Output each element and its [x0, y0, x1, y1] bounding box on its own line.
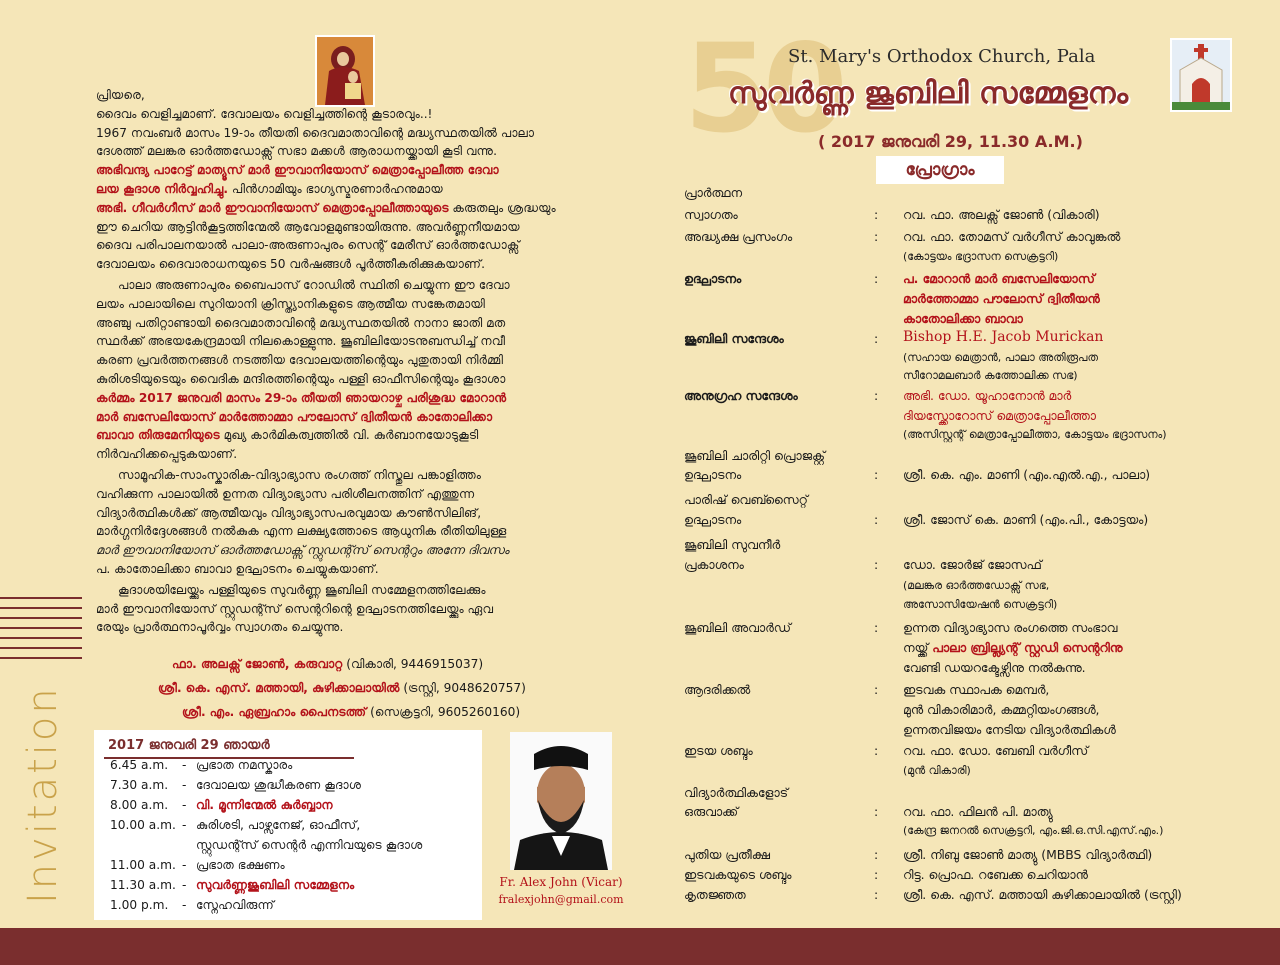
vicar-email[interactable]: fralexjohn@gmail.com — [498, 893, 624, 906]
program-item-value: ഉന്നത വിദ്യാഭ്യാസ രംഗത്തെ സംഭാവ — [903, 620, 1118, 635]
letter-line: കൂദാശയിലേയ്ക്കും പള്ളിയുടെ സുവർണ്ണ ജൂബിലി സമ്മേളനത്തിലേക്കും — [118, 582, 486, 597]
program-item-value: റവ. ഫാ. തോമസ് വർഗീസ് കാവുങ്കൽ — [903, 229, 1121, 244]
program-item-value: ശ്രീ. നിബു ജോൺ മാത്യു (MBBS വിദ്യാർത്ഥി) — [903, 847, 1153, 862]
schedule-event: സ്റ്റുഡന്റ്സ് സെന്റർ എന്നിവയുടെ കൂദാശ — [196, 838, 423, 852]
salutation: പ്രിയരെ, — [96, 88, 145, 102]
program-item-value: റവ. ഫാ. ഫിലൻ പി. മാത്യു — [903, 804, 1053, 819]
schedule-time: 1.00 p.m. — [110, 898, 169, 912]
program-item-value: നയ്ക്ക് പാലാ ബ്രില്ല്യന്റ് സ്റ്റഡി സെന്ററിനു — [903, 640, 1123, 655]
colon: : — [874, 557, 879, 572]
tagline: ദൈവം വെളിച്ചമാണ്. ദേവാലയം വെളിച്ചത്തിന്റെ കൂടാരവും..! — [96, 106, 433, 121]
colon: : — [874, 804, 879, 819]
colon: : — [874, 229, 879, 244]
letter-line: പാലാ അരുണാപുരം ബൈപാസ് റോഡിൽ സ്ഥിതി ചെയ്യുന്ന ഈ ദേവാ — [118, 277, 510, 292]
schedule-time: 6.45 a.m. — [110, 758, 169, 772]
letter-highlight: മാർ ബസേലിയോസ് മാർത്തോമ്മാ പൗലോസ് ദ്വിതീയൻ കാതോലിക്കാ — [96, 409, 493, 424]
schedule-row — [110, 878, 354, 893]
program-item-value: റവ. ഫാ. അലക്സ് ജോൺ (വികാരി) — [903, 207, 1100, 222]
letter-line: ദൈവ പരിപാലനയാൽ പാലാ-അരുണാപുരം സെന്റ് മേരീസ് ഓർത്തഡോക്സ് — [96, 238, 520, 253]
letter-text: മുഖ്യ കാർമികത്വത്തിൽ വി. കുർബാനയോടുകൂടി — [223, 428, 479, 443]
letter-highlight: ബാവാ തിരുമേനിയുടെ — [96, 428, 220, 443]
letter-line: നിർവഹിക്കപ്പെടുകയാണ്. — [96, 447, 238, 462]
colon: : — [874, 467, 879, 482]
jubilee-title: സുവർണ്ണ ജൂബിലി സമ്മേളനം — [728, 76, 1129, 111]
colon: : — [874, 207, 879, 222]
letter-line: സ്ഥർക്ക് അഭയകേന്ദ്രമായി നിലകൊള്ളുന്നു. ജൂബിലിയോടനുബന്ധിച്ച് നവീ — [96, 334, 506, 349]
program-item-value: ഇടവക സ്ഥാപക മെമ്പർ, — [903, 682, 1050, 697]
program-item-label: വിദ്യാർത്ഥികളോട് — [684, 785, 789, 800]
colon: : — [874, 887, 879, 902]
program-item-label: ജൂബിലി സുവനീർ — [684, 537, 781, 552]
schedule-time: 11.00 a.m. — [110, 858, 176, 872]
schedule-event: പ്രഭാത നമസ്കാരം — [196, 758, 293, 772]
program-item-value: മുൻ വികാരിമാർ, കമ്മറ്റിയംഗങ്ങൾ, — [903, 702, 1100, 717]
schedule-event: ദേവാലയ ശുദ്ധീകരണ കൂദാശ — [196, 778, 362, 792]
program-item-note: സീറോമലബാർ കത്തോലിക്ക സഭ) — [903, 369, 1078, 382]
letter-line: മാർ ഈവാനിയോസ് സ്റ്റുഡന്റ്സ് സെന്ററിന്റെ ഉദ്ഘാടനത്തിലേയ്ക്കും ഏവ — [96, 601, 494, 616]
schedule-event: സുവർണ്ണജൂബിലി സമ്മേളനം — [196, 878, 355, 892]
schedule-row — [110, 818, 360, 833]
program-item-value: അഭി. ഡോ. യൂഹാനോൻ മാർ — [903, 388, 1072, 403]
schedule-time: 11.30 a.m. — [110, 878, 176, 892]
program-item-value: മാർത്തോമ്മാ പൗലോസ് ദ്വിതീയൻ — [903, 291, 1100, 306]
letter-highlight: ലയ കൂദാശ നിർവ്വഹിച്ചു. — [96, 181, 229, 196]
program-item-label: ഉദ്ഘാടനം — [684, 512, 742, 527]
letter-line: രേയും പ്രാർത്ഥനാപൂർവ്വം സ്വാഗതം ചെയ്യുന്നു. — [96, 620, 344, 635]
schedule-dash: - — [182, 858, 187, 872]
church-icon — [1170, 38, 1232, 112]
program-item-label: ആദരിക്കൽ — [684, 682, 751, 697]
schedule-row — [110, 758, 292, 773]
signatory-vicar: ഫാ. അലക്സ് ജോൺ, കരുവാറ്റ (വികാരി, 9446915037) — [172, 657, 484, 671]
program-item-value: റവ. ഫാ. ഡോ. ബേബി വർഗീസ് — [903, 743, 1089, 758]
invitation-letter — [96, 86, 600, 637]
program-item-label: ജൂബിലി അവാർഡ് — [684, 620, 791, 635]
program-item-value: ശ്രീ. കെ. എം. മാണി (എം.എൽ.എ., പാലാ) — [903, 467, 1151, 482]
schedule-dash: - — [182, 818, 187, 832]
letter-line: പ. കാതോലിക്കാ ബാവാ ഉദ്ഘാടനം ചെയ്യുകയാണ്. — [96, 561, 379, 576]
program-item-label: ഒരുവാക്ക് — [684, 804, 739, 819]
signatory-secretary: ശ്രീ. എം. ഏബ്രഹാം പൈനടത്ത് (സെക്രട്ടറി, 9605260160) — [182, 705, 521, 719]
program-item-note: (അസിസ്റ്റന്റ് മെത്രാപ്പോലീത്താ, കോട്ടയം ഭദ്രാസനം) — [903, 428, 1167, 441]
schedule-row — [110, 838, 422, 853]
letter-line: സാമൂഹിക-സാംസ്കാരിക-വിദ്യാഭ്യാസ രംഗത്ത് നിസ്തുല പങ്കാളിത്തം — [118, 467, 482, 482]
program-item-label: ഉദ്ഘാടനം — [684, 467, 742, 482]
program-item-label: ഉദ്ഘാടനം — [684, 271, 742, 286]
program-item-note: അസോസിയേഷൻ സെക്രട്ടറി) — [903, 598, 1058, 611]
letter-line: മാർ ഈവാനിയോസ് ഓർത്തഡോക്സ് സ്റ്റുഡന്റ്സ് സെന്ററും അന്നേ ദിവസം — [96, 543, 510, 558]
program-item-label: ജൂബിലി ചാരിറ്റി പ്രൊജക്റ്റ് — [684, 448, 825, 463]
program-item-value: ഡോ. ജോർജ് ജോസഫ് — [903, 557, 1042, 572]
program-item-value: ഉന്നതവിജയം നേടിയ വിദ്യാർത്ഥികൾ — [903, 722, 1116, 737]
program-item-note: (കോട്ടയം ഭദ്രാസന സെക്രട്ടറി) — [903, 250, 1059, 263]
letter-highlight: അഭിവന്ദ്യ പാറേട്ട് മാത്യൂസ് മാർ ഈവാനിയോസ് മെത്രാപ്പോലീത്ത ദേവാ — [96, 163, 499, 178]
program-item-label: അദ്ധ്യക്ഷ പ്രസംഗം — [684, 229, 793, 244]
program-item-label: അനുഗ്രഹ സന്ദേശം — [684, 388, 798, 403]
schedule-event: സ്നേഹവിരുന്ന് — [196, 898, 274, 912]
colon: : — [874, 847, 879, 862]
jubilee-50-numeral: 50 — [684, 18, 842, 160]
schedule-dash: - — [182, 758, 187, 772]
colon: : — [874, 620, 879, 635]
schedule-dash: - — [182, 898, 187, 912]
program-item-label: ജൂബിലി സന്ദേശം — [684, 331, 784, 346]
letter-line: മാർഗ്ഗനിർദ്ദേശങ്ങൾ നൽകുക എന്ന ലക്ഷ്യത്തോടെ ആധുനിക രീതിയിലുള്ള — [96, 524, 507, 539]
schedule-heading: 2017 ജനുവരി 29 ഞായർ — [108, 738, 270, 753]
schedule-event: പ്രഭാത ഭക്ഷണം — [196, 858, 285, 872]
schedule-time: 8.00 a.m. — [110, 798, 169, 812]
program-item-label: പുതിയ പ്രതീക്ഷ — [684, 847, 770, 862]
colon: : — [874, 388, 879, 403]
letter-line: ദേവാലയം ദൈവാരാധനയുടെ 50 വർഷങ്ങൾ പൂർത്തീകരിക്കുകയാണ്. — [96, 257, 485, 272]
program-item-label: പാരിഷ് വെബ്സൈറ്റ് — [684, 492, 808, 507]
program-item-value: ശ്രീ. കെ. എസ്. മത്തായി കുഴിക്കാലായിൽ (ട്രസ്റ്റി) — [903, 887, 1182, 902]
signatory-trustee: ശ്രീ. കെ. എസ്. മത്തായി, കുഴിക്കാലായിൽ (ട്രസ്റ്റി, 9048620757) — [158, 681, 526, 695]
letter-line: കുരിശടിയുടെയും വൈദിക മന്ദിരത്തിന്റെയും പള്ളി ഓഫീസിന്റെയും കൂദാശാ — [96, 371, 506, 386]
letter-line: കരണ പ്രവർത്തനങ്ങൾ നടത്തിയ ദേവാലയത്തിന്റെയും പുതുതായി നിർമ്മി — [96, 353, 504, 368]
letter-line: വഹിക്കുന്ന പാലായിൽ ഉന്നത വിദ്യാഭ്യാസ പരിശീലനത്തിന് എത്തുന്ന — [96, 486, 475, 501]
schedule-row — [110, 778, 361, 793]
schedule-time: 7.30 a.m. — [110, 778, 169, 792]
colon: : — [874, 867, 879, 882]
colon: : — [874, 331, 879, 346]
program-heading: പ്രോഗ്രാം — [876, 156, 1004, 184]
schedule-event: വി. മൂന്നിന്മേൽ കുർബ്ബാന — [196, 798, 333, 812]
event-date: ( 2017 ജനുവരി 29, 11.30 A.M.) — [818, 132, 1083, 151]
decorative-stripes — [0, 597, 82, 667]
colon: : — [874, 743, 879, 758]
letter-line: 1967 നവംബർ മാസം 19-ാം തീയതി ദൈവമാതാവിന്റെ മദ്ധ്യസ്ഥതയിൽ പാലാ — [96, 125, 535, 140]
colon: : — [874, 512, 879, 527]
program-item-value: ശ്രീ. ജോസ് കെ. മാണി (എം.പി., കോട്ടയം) — [903, 512, 1149, 527]
schedule-event: കുരിശടി, പാഴ്സനേജ്, ഓഫീസ്, — [196, 818, 361, 832]
letter-highlight: അഭി. ഗീവർഗീസ് മാർ ഈവാനിയോസ് മെത്രാപ്പോലീത്തായുടെ — [96, 200, 449, 215]
church-name: St. Mary's Orthodox Church, Pala — [788, 46, 1096, 67]
invitation-vertical-label: Invitation — [20, 685, 66, 905]
program-item-value: റിട്ട. പ്രൊഫ. റബേക്ക ചെറിയാൻ — [903, 867, 1088, 882]
letter-line: ലയം പാലായിലെ സുറിയാനി ക്രിസ്ത്യാനികളുടെ ആത്മീയ സങ്കേതമായി — [96, 296, 485, 311]
letter-highlight: കർമ്മം 2017 ജനുവരി മാസം 29-ാം തീയതി ഞായറാഴ്ച പരിശുദ്ധ മോറാൻ — [96, 390, 507, 405]
schedule-row — [110, 858, 285, 873]
bottom-band — [0, 928, 1280, 965]
program-item-value: പ. മോറാൻ മാർ ബസേലിയോസ് — [903, 271, 1095, 286]
program-item-label: സ്വാഗതം — [684, 207, 738, 222]
colon: : — [874, 271, 879, 286]
program-item-label: ഇടയ ശബ്ദം — [684, 743, 753, 758]
letter-text: കരുതലും ശ്രദ്ധയും — [452, 200, 556, 215]
schedule-dash: - — [182, 798, 187, 812]
program-item-label: പ്രകാശനം — [684, 557, 744, 572]
program-item-value: കാതോലിക്കാ ബാവാ — [903, 311, 1023, 326]
program-item-note: (കേന്ദ്ര ജനറൽ സെക്രട്ടറി, എം.ജി.ഒ.സി.എസ്.എം.) — [903, 824, 1164, 837]
schedule-row — [110, 798, 333, 813]
program-item-note: (സഹായ മെത്രാൻ, പാലാ അതിരൂപത — [903, 351, 1098, 364]
letter-line: ദേശത്ത് മലങ്കര ഓർത്തഡോക്സ് സഭാ മക്കൾ ആരാധനയ്ക്കായി കൂടി വന്നു. — [96, 144, 498, 159]
program-item-note: (മുൻ വികാരി) — [903, 764, 971, 777]
program-item-value: Bishop H.E. Jacob Murickan — [903, 329, 1104, 345]
letter-line: ഈ ചെറിയ ആട്ടിൻകൂട്ടത്തിന്മേൽ ആവോളമുണ്ടായിരുന്നു. അവർണ്ണനീയമായ — [96, 219, 520, 234]
schedule-time: 10.00 a.m. — [110, 818, 176, 832]
program-item-label: കൃതജ്ഞത — [684, 887, 746, 902]
colon: : — [874, 682, 879, 697]
program-item-note: (മലങ്കര ഓർത്തഡോക്സ് സഭ, — [903, 579, 1050, 592]
vicar-caption: Fr. Alex John (Vicar) — [499, 875, 623, 889]
program-item-label: പ്രാർത്ഥന — [684, 185, 742, 200]
program-item-value: ദിയസ്ക്കോറോസ് മെത്രാപ്പോലീത്താ — [903, 408, 1096, 423]
vicar-photo — [510, 732, 612, 870]
program-item-label: ഇടവകയുടെ ശബ്ദം — [684, 867, 792, 882]
letter-line: വിദ്യാർത്ഥികൾക്ക് ആത്മീയവും വിദ്യാഭ്യാസപരവുമായ കൗൺസിലിങ്, — [96, 505, 482, 520]
schedule-dash: - — [182, 778, 187, 792]
schedule-row — [110, 898, 274, 913]
schedule-dash: - — [182, 878, 187, 892]
letter-line: അഞ്ചു പതിറ്റാണ്ടായി ദൈവമാതാവിന്റെ മദ്ധ്യസ്ഥതയിൽ നാനാ ജാതി മത — [96, 315, 506, 330]
program-item-value: വേണ്ടി ഡയറക്ടേഴ്സിനു നൽകുന്നു. — [903, 660, 1086, 675]
schedule-box — [94, 730, 482, 920]
letter-text: പിൻഗാമിയും ഭാഗ്യസ്മരണാർഹനുമായ — [231, 181, 443, 196]
